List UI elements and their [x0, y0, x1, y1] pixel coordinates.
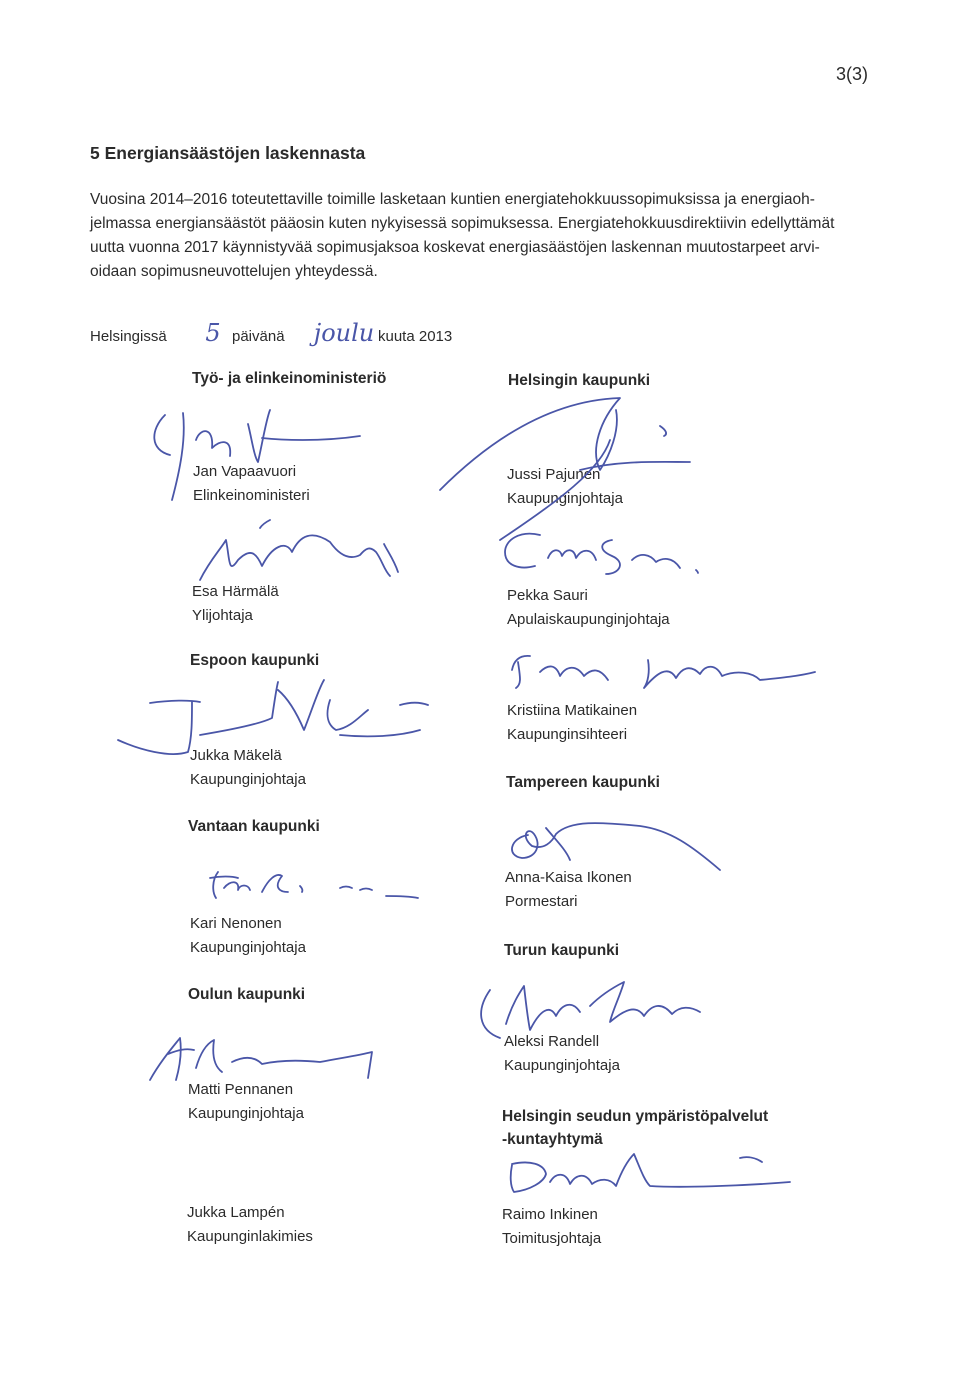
dateline-city: Helsingissä — [90, 328, 167, 345]
signatory-title: Apulaiskaupunginjohtaja — [507, 611, 670, 628]
dateline-month-handwritten: joulu — [313, 319, 375, 347]
org-heading-oulu: Oulun kaupunki — [188, 986, 306, 1003]
signatory-title: Kaupunginjohtaja — [507, 490, 623, 507]
page-number: 3(3) — [835, 64, 868, 84]
signatory-name: Jussi Pajunen — [507, 466, 601, 483]
signature-ikonen — [512, 823, 720, 870]
signature-randell — [481, 982, 700, 1038]
signatory-name: Matti Pennanen — [188, 1081, 294, 1098]
org-heading-turku: Turun kaupunki — [504, 942, 620, 959]
signatory-title: Kaupunginjohtaja — [504, 1057, 620, 1074]
dateline-day-handwritten: 5 — [205, 319, 221, 347]
signatory-name: Anna-Kaisa Ikonen — [505, 869, 632, 886]
signatory-name: Jan Vapaavuori — [193, 463, 297, 480]
signature-matikainen — [512, 656, 815, 688]
signatory-title: Elinkeinoministeri — [193, 487, 310, 504]
signature-harmala — [200, 520, 398, 580]
signatory-title: Toimitusjohtaja — [502, 1230, 602, 1247]
signatory-name: Aleksi Randell — [504, 1033, 600, 1050]
section-title: 5 Energiansäästöjen laskennasta — [90, 143, 366, 163]
signature-inkinen — [511, 1154, 790, 1192]
paragraph-line: uutta vuonna 2017 käynnistyvää sopimusjaksoa koskevat energiasäästöjen laskennan muutostarpeet arvi- — [90, 239, 820, 256]
paragraph-line: Vuosina 2014–2016 toteutettaville toimille lasketaan kuntien energiatehokkuussopimuksissa ja energiaoh- — [90, 191, 815, 208]
org-heading-helsinki: Helsingin kaupunki — [508, 372, 651, 389]
org-heading-tem: Työ- ja elinkeinoministeriö — [192, 370, 387, 387]
dateline-day-word: päivänä — [232, 328, 285, 345]
org-heading-hsy-line2: -kuntayhtymä — [502, 1131, 603, 1148]
signatory-name: Raimo Inkinen — [502, 1206, 598, 1223]
signatory-name: Kari Nenonen — [190, 915, 282, 932]
signature-pajunen — [440, 398, 690, 540]
signature-vapaavuori — [154, 410, 360, 500]
dateline-month-suffix: kuuta 2013 — [378, 328, 453, 345]
signatory-title: Kaupunginjohtaja — [190, 771, 306, 788]
org-heading-espoo: Espoon kaupunki — [190, 652, 320, 669]
signatory-name: Jukka Mäkelä — [190, 747, 282, 764]
signatory-name: Kristiina Matikainen — [507, 702, 638, 719]
signatory-title: Kaupunginjohtaja — [188, 1105, 304, 1122]
signature-nenonen — [210, 872, 418, 898]
org-heading-hsy-line1: Helsingin seudun ympäristöpalvelut — [502, 1108, 769, 1125]
signatory-title: Kaupunginsihteeri — [507, 726, 628, 743]
org-heading-tampere: Tampereen kaupunki — [506, 774, 660, 791]
signatory-title: Pormestari — [505, 893, 578, 910]
org-heading-vantaa: Vantaan kaupunki — [188, 818, 320, 835]
signatory-title: Kaupunginlakimies — [187, 1228, 313, 1245]
signature-makela — [118, 680, 428, 754]
paragraph-line: oidaan sopimusneuvottelujen yhteydessä. — [90, 263, 378, 280]
signatory-title: Ylijohtaja — [192, 607, 253, 624]
signatory-name: Jukka Lampén — [187, 1204, 285, 1221]
signatory-title: Kaupunginjohtaja — [190, 939, 306, 956]
signature-sauri — [505, 534, 698, 574]
signatory-name: Esa Härmälä — [192, 583, 279, 600]
signature-pennanen — [150, 1038, 372, 1080]
signatory-name: Pekka Sauri — [507, 587, 588, 604]
paragraph-line: jelmassa energiansäästöt pääosin kuten nykyisessä sopimuksessa. Energiatehokkuusdirektiivin edellyttämät — [90, 215, 835, 232]
